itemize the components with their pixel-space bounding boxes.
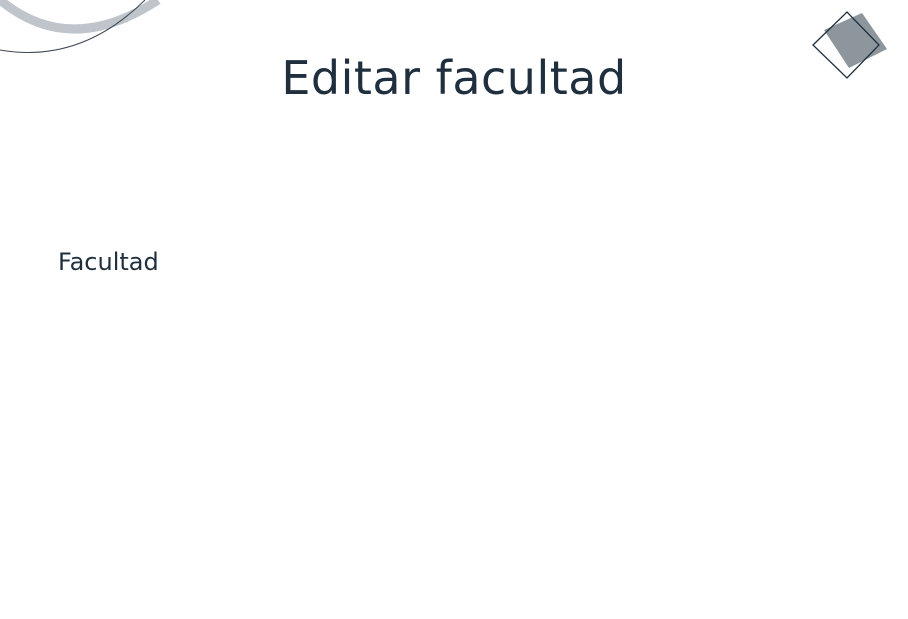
faculty-label: Facultad bbox=[58, 248, 159, 276]
decorative-arc-light bbox=[0, 0, 158, 29]
page-title: Editar facultad bbox=[281, 51, 627, 105]
